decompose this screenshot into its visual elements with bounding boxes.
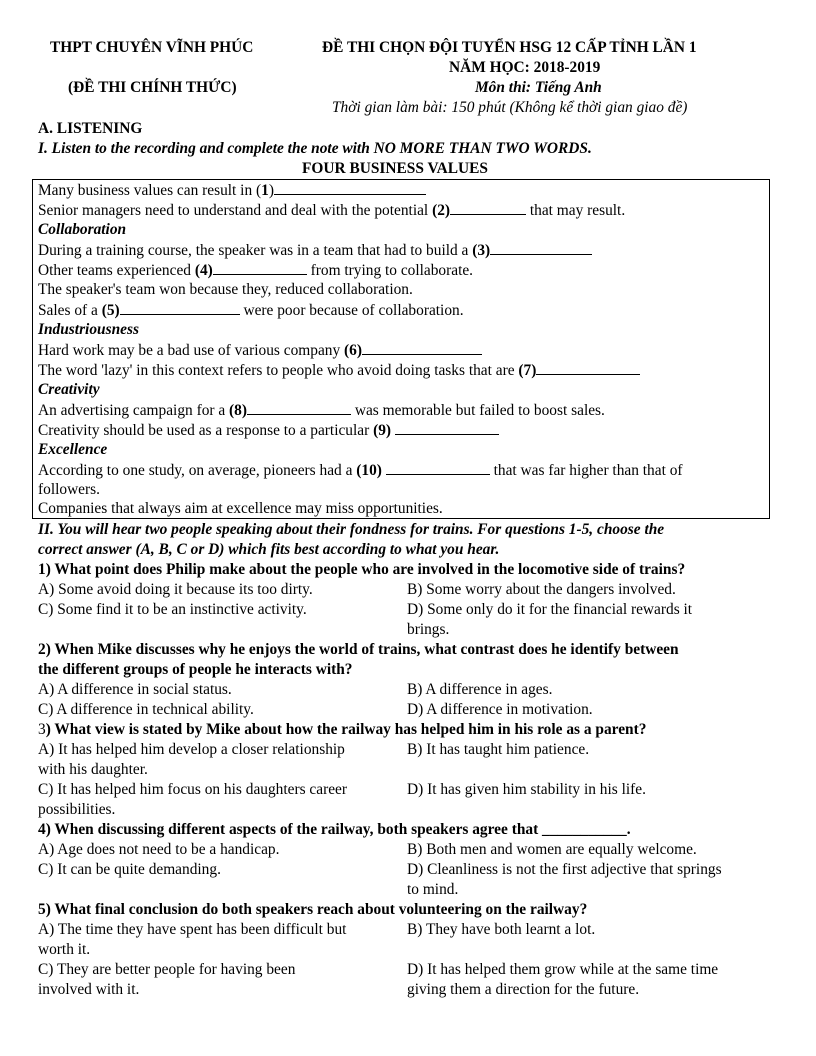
option-b[interactable]: B) They have both learnt a lot. (407, 921, 596, 938)
option-a-cont: worth it. (38, 941, 91, 958)
note-line: The word 'lazy' in this context refers to people who avoid doing tasks that are (7) (38, 360, 640, 381)
option-b[interactable]: B) Both men and women are equally welcome. (407, 841, 697, 858)
option-a[interactable]: A) A difference in social status. (38, 681, 232, 698)
note-line: Companies that always aim at excellence may miss opportunities. (38, 500, 443, 517)
option-b[interactable]: B) It has taught him patience. (407, 741, 590, 758)
question-4: 4) When discussing different aspects of the railway, both speakers agree that ___________. (38, 821, 631, 838)
answer-blank[interactable] (536, 360, 640, 375)
school-year: NĂM HỌC: 2018-2019 (449, 59, 601, 76)
official-label: (ĐỀ THI CHÍNH THỨC) (68, 79, 237, 96)
note-heading: Industriousness (38, 321, 139, 338)
time-allowed: Thời gian làm bài: 150 phút (Không kể thời gian giao đề) (332, 99, 688, 116)
option-c[interactable]: C) They are better people for having been (38, 961, 296, 978)
note-heading: Creativity (38, 381, 100, 398)
note-line: Creativity should be used as a response to a particular (9) (38, 420, 499, 441)
option-a[interactable]: A) It has helped him develop a closer relationship (38, 741, 345, 758)
school-name: THPT CHUYÊN VĨNH PHÚC (50, 39, 254, 56)
answer-blank[interactable] (450, 200, 526, 215)
option-d-cont: to mind. (407, 881, 459, 898)
subject: Môn thi: Tiếng Anh (475, 79, 602, 96)
note-line: Other teams experienced (4) from trying to collaborate. (38, 262, 474, 279)
question-3: 3) What view is stated by Mike about how the railway has helped him in his role as a parent? (38, 721, 647, 738)
answer-blank[interactable] (395, 420, 499, 435)
option-b[interactable]: B) A difference in ages. (407, 681, 553, 698)
part1-instruction: I. Listen to the recording and complete the note with NO MORE THAN TWO WORDS. (38, 140, 592, 157)
option-c-cont: possibilities. (38, 801, 116, 818)
option-d-cont: brings. (407, 621, 450, 638)
note-line: An advertising campaign for a (8) was memorable but failed to boost sales. (38, 402, 605, 419)
option-d[interactable]: D) Some only do it for the financial rewards it (407, 601, 693, 618)
note-line: Hard work may be a bad use of various company (6) (38, 340, 482, 361)
option-d-cont: giving them a direction for the future. (407, 981, 640, 998)
option-c[interactable]: C) It has helped him focus on his daughters career (38, 781, 347, 798)
exam-title: ĐỀ THI CHỌN ĐỘI TUYỂN HSG 12 CẤP TỈNH LẦN 1 (322, 39, 697, 56)
option-c[interactable]: C) A difference in technical ability. (38, 701, 254, 718)
note-line: According to one study, on average, pioneers had a (10) that was far higher than that of (38, 462, 683, 479)
answer-blank[interactable] (120, 300, 240, 315)
question-2-cont: the different groups of people he interacts with? (38, 661, 353, 678)
option-c[interactable]: C) Some find it to be an instinctive activity. (38, 601, 307, 618)
note-line: Senior managers need to understand and deal with the potential (2) that may result. (38, 202, 626, 219)
part2-instruction: II. You will hear two people speaking about their fondness for trains. For questions 1-5, choose the (38, 521, 665, 538)
option-d[interactable]: D) It has helped them grow while at the same time (407, 961, 719, 978)
option-a[interactable]: A) The time they have spent has been difficult but (38, 921, 347, 938)
option-d[interactable]: D) A difference in motivation. (407, 701, 593, 718)
box-title: FOUR BUSINESS VALUES (302, 160, 488, 177)
note-heading: Excellence (38, 441, 108, 458)
part2-instruction: correct answer (A, B, C or D) which fits best according to what you hear. (38, 541, 500, 558)
note-line: Many business values can result in (1) (38, 180, 426, 201)
note-line: The speaker's team won because they, reduced collaboration. (38, 281, 413, 298)
question-5: 5) What final conclusion do both speakers reach about volunteering on the railway? (38, 901, 588, 918)
note-line: Sales of a (5) were poor because of collaboration. (38, 302, 464, 319)
option-d[interactable]: D) It has given him stability in his life. (407, 781, 646, 798)
answer-blank[interactable] (274, 180, 426, 195)
option-b[interactable]: B) Some worry about the dangers involved. (407, 581, 676, 598)
question-1: 1) What point does Philip make about the people who are involved in the locomotive side of trains? (38, 561, 686, 578)
option-c[interactable]: C) It can be quite demanding. (38, 861, 221, 878)
option-a[interactable]: A) Age does not need to be a handicap. (38, 841, 280, 858)
option-c-cont: involved with it. (38, 981, 140, 998)
section-heading: A. LISTENING (38, 120, 143, 137)
note-heading: Collaboration (38, 221, 127, 238)
option-d[interactable]: D) Cleanliness is not the first adjective that springs (407, 861, 722, 878)
answer-blank[interactable] (213, 260, 307, 275)
answer-blank[interactable] (386, 460, 490, 475)
note-line: followers. (38, 481, 100, 498)
note-line: During a training course, the speaker was in a team that had to build a (3) (38, 240, 592, 261)
answer-blank[interactable] (490, 240, 592, 255)
option-a[interactable]: A) Some avoid doing it because its too dirty. (38, 581, 313, 598)
answer-blank[interactable] (362, 340, 482, 355)
answer-blank[interactable] (247, 400, 351, 415)
option-a-cont: with his daughter. (38, 761, 148, 778)
question-2: 2) When Mike discusses why he enjoys the world of trains, what contrast does he identify between (38, 641, 679, 658)
